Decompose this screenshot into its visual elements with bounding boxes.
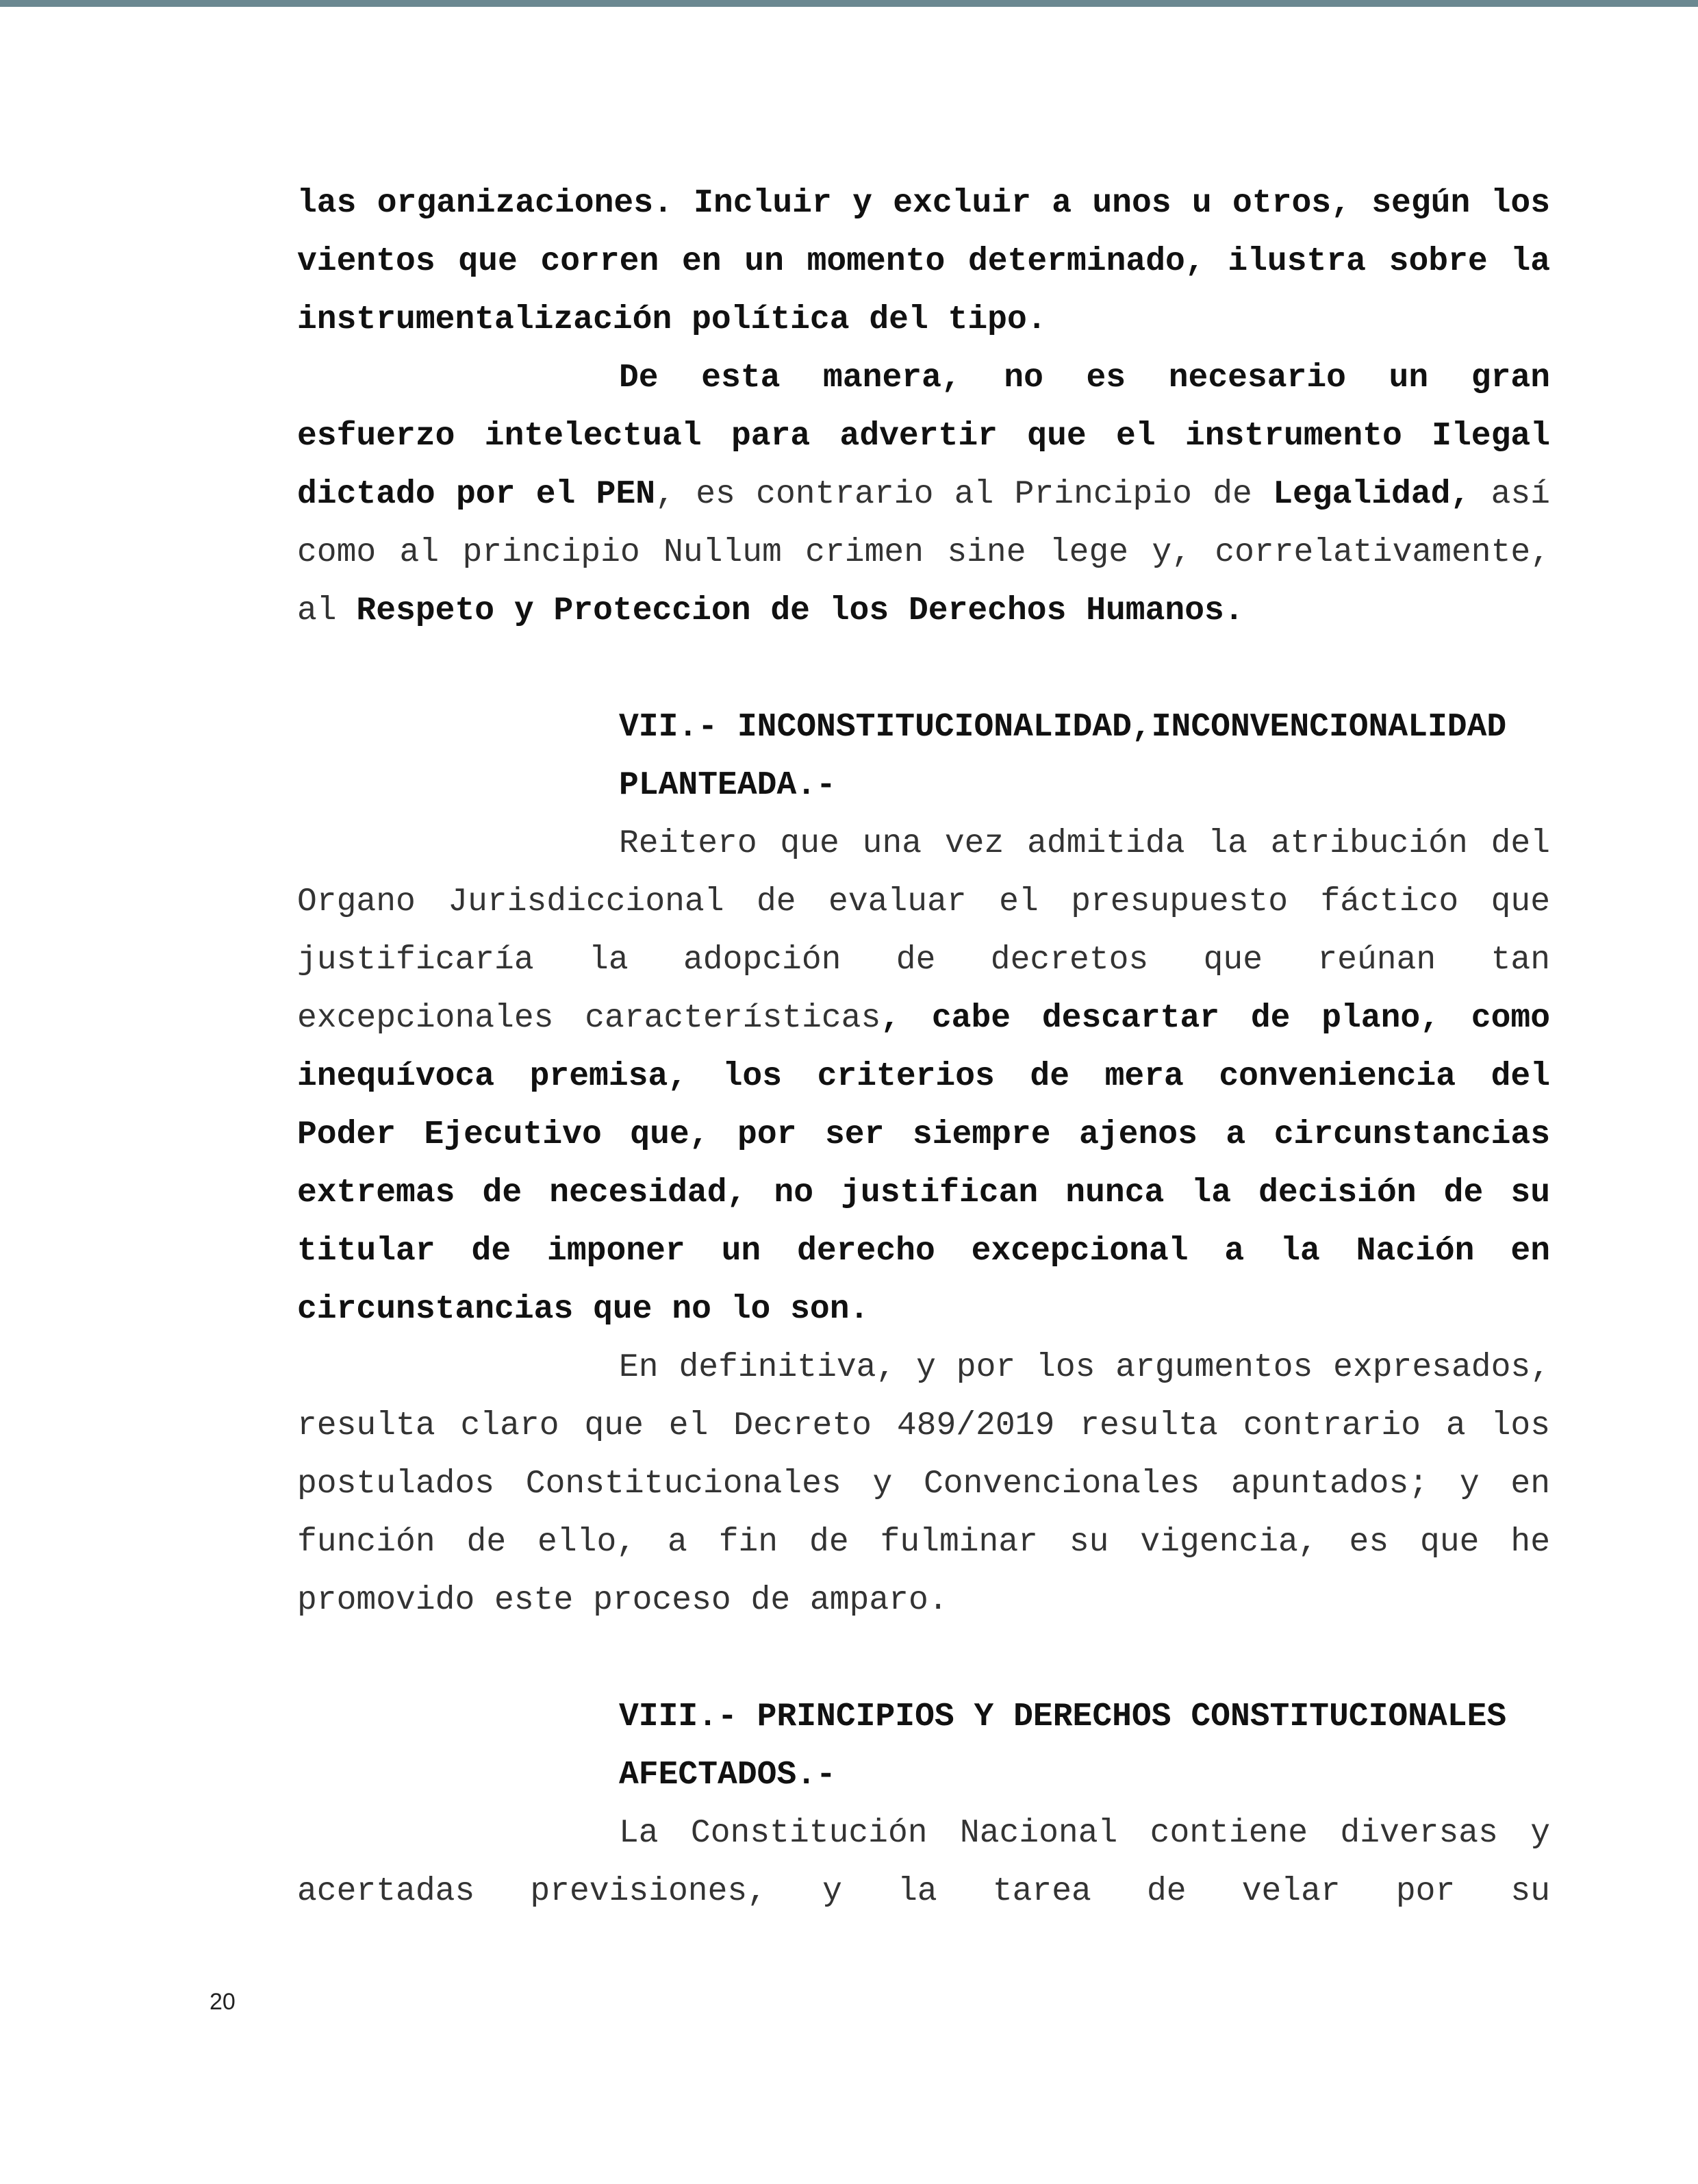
text-bold-derechos-humanos: Respeto y Proteccion de los Derechos Humanos. xyxy=(356,592,1244,629)
text-bold-legalidad: Legalidad, xyxy=(1273,476,1471,513)
text-bold-pen: De esta manera, no es necesario un gran esfuerzo intelectual para advertir que el instrumento Ilegal dictado por el PEN xyxy=(297,360,1550,513)
paragraph-constitucion: La Constitución Nacional contiene diversas y acertadas previsiones, y la tarea de velar por su xyxy=(297,1815,1550,1910)
page-number: 20 xyxy=(210,1989,236,2015)
document-page xyxy=(297,175,1550,1921)
spacer xyxy=(297,1630,1550,1688)
paragraph-en-definitiva: En definitiva, y por los argumentos expresados, resulta claro que el Decreto 489/2019 resulta contrario a los postulados Constitucionales y Convencionales apuntados; y en función de ello, a fin de fulminar su vigencia, es que he promovido este proceso de amparo. xyxy=(297,1349,1550,1619)
top-rule xyxy=(0,0,1698,7)
paragraph-principio-legalidad xyxy=(297,349,1550,640)
paragraph-organizaciones: las organizaciones. Incluir y excluir a unos u otros, según los vientos que corren en un momento determinado, ilustra sobre la instrumentalización política del tipo. xyxy=(297,185,1550,338)
section-heading-viii: VIII.- PRINCIPIOS Y DERECHOS CONSTITUCIONALES AFECTADOS.- xyxy=(619,1698,1507,1794)
section-heading-vii: VII.- INCONSTITUCIONALIDAD,INCONVENCIONALIDAD PLANTEADA.- xyxy=(619,709,1507,804)
text-regular-contrario: , es contrario al Principio de xyxy=(655,476,1274,513)
text-bold-descartar: , cabe descartar de plano, como inequívoca premisa, los criterios de mera conveniencia del Poder Ejecutivo que, por ser siempre ajenos a circunstancias extremas de necesidad, no justifican nunca la decisión de su titular de imponer un derecho excepcional a la Nación en circunstancias que no lo son. xyxy=(297,1000,1550,1328)
text-regular-reitero: Reitero que una vez admitida la atribución del Organo Jurisdiccional de evaluar el presupuesto fáctico que justificaría la adopción de decretos que reúnan tan excepcionales características xyxy=(297,825,1550,1037)
spacer xyxy=(297,640,1550,699)
text-regular-nullum: así como al principio Nullum crimen sine lege y, correlativamente, al xyxy=(297,476,1550,629)
paragraph-reitero xyxy=(297,815,1550,1339)
